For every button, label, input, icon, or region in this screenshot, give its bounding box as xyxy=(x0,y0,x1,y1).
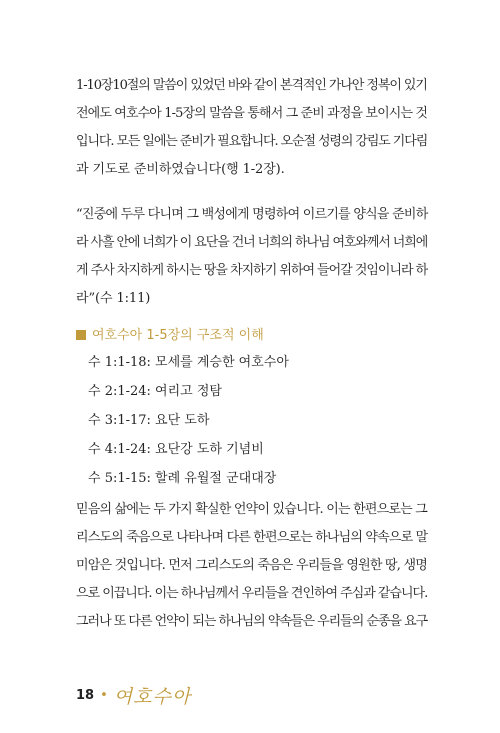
paragraph-line: 으로 이끕니다. 이는 하나님께서 우리들을 견인하여 주심과 같습니다. xyxy=(76,586,428,601)
page-number: 18 xyxy=(76,688,95,703)
scripture-quote xyxy=(76,201,428,313)
book-title: 여호수아 xyxy=(113,686,192,708)
paragraph-line: 그러나 또 다른 언약이 되는 하나님의 약속들은 우리들의 순종을 요구 xyxy=(76,614,428,629)
quote-line: 게 주사 차지하게 하시는 땅을 차지하기 위하여 들어갈 것임이니라 하 xyxy=(76,263,428,278)
outline-item: 수 4:1-24: 요단강 도하 기념비 xyxy=(88,442,264,457)
page-footer xyxy=(76,682,191,709)
paragraph-line: 리스도의 죽음으로 나타나며 다른 한편으로는 하나님의 약속으로 말 xyxy=(76,530,428,545)
paragraph-line: 전에도 여호수아 1-5장의 말씀을 통해서 그 준비 과정을 보이시는 것 xyxy=(76,106,428,121)
section-heading xyxy=(76,326,264,346)
outline-item: 수 5:1-15: 할례 유월절 군대대장 xyxy=(88,471,277,486)
paragraph-intro xyxy=(76,72,428,184)
quote-line: 라”(수 1:11) xyxy=(76,291,151,306)
paragraph-line: 입니다. 모든 일에는 준비가 필요합니다. 오순절 성령의 강림도 기다림 xyxy=(76,134,428,149)
footer-separator: • xyxy=(100,688,108,703)
outline-item: 수 2:1-24: 여리고 정탐 xyxy=(88,384,222,399)
paragraph-line: 믿음의 삶에는 두 가지 확실한 언약이 있습니다. 이는 한편으로는 그 xyxy=(76,502,427,517)
outline-item: 수 3:1-17: 요단 도하 xyxy=(88,413,210,428)
paragraph-line: 미암은 것입니다. 먼저 그리스도의 죽음은 우리들을 영원한 땅, 생명 xyxy=(76,558,427,573)
structure-outline-list xyxy=(88,348,289,493)
section-heading-text: 여호수아 1-5장의 구조적 이해 xyxy=(92,328,264,343)
quote-line: “진중에 두루 다니며 그 백성에게 명령하여 이르기를 양식을 준비하 xyxy=(76,207,428,222)
paragraph-covenant xyxy=(76,496,428,636)
paragraph-line: 1-10장10절의 말씀이 있었던 바와 같이 본격적인 가나안 정복이 있기 xyxy=(76,78,427,93)
square-bullet-icon xyxy=(76,330,86,340)
paragraph-line: 과 기도로 준비하였습니다(행 1-2장). xyxy=(76,162,285,177)
quote-line: 라 사흘 안에 너희가 이 요단을 건너 너희의 하나님 여호와께서 너희에 xyxy=(76,235,428,250)
outline-item: 수 1:1-18: 모세를 계승한 여호수아 xyxy=(88,355,289,370)
